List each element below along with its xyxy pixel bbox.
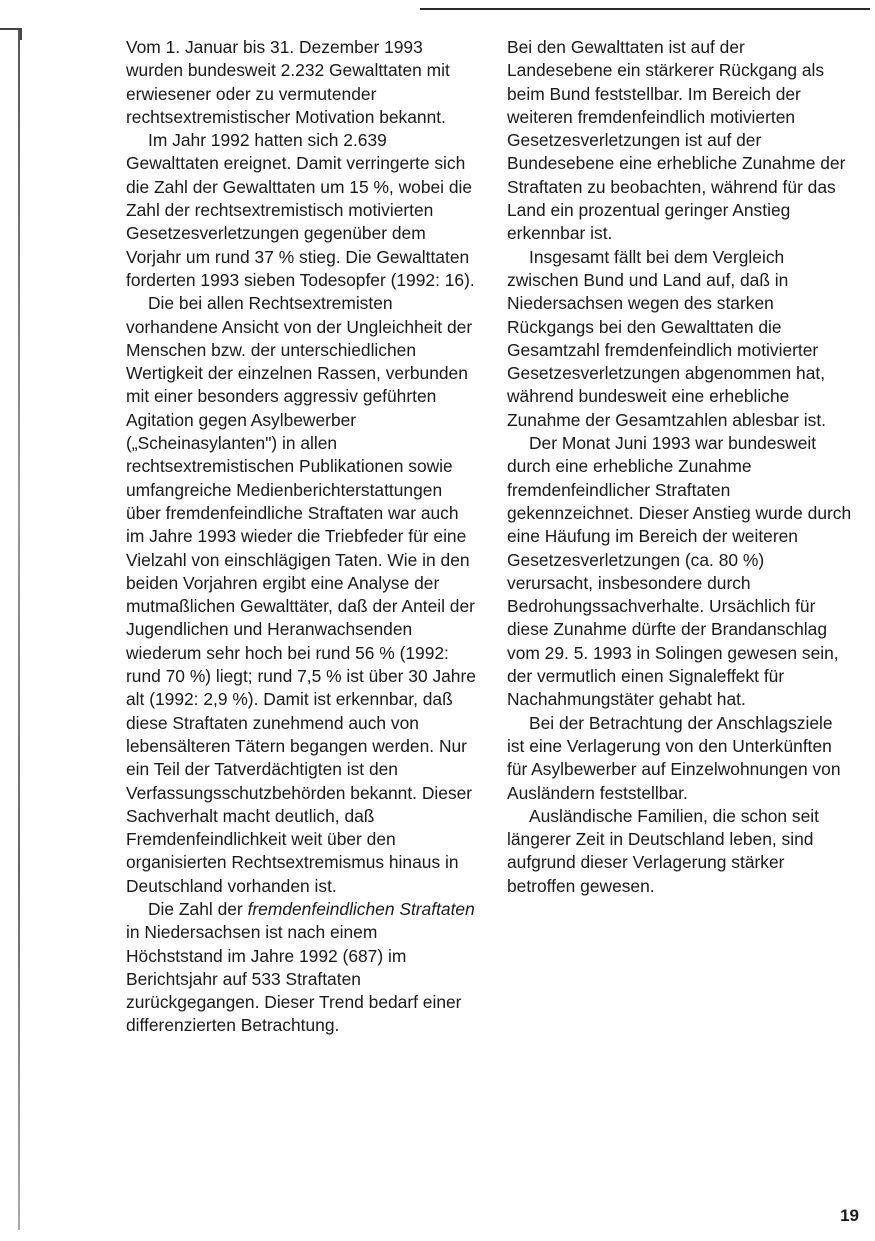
paragraph: Bei der Betrachtung der Anschlagsziele ist eine Verlagerung von den Unterkünften für Asylbewerber auf Einzelwohnungen von Ausländern feststellbar. [507, 712, 841, 803]
emphasized-term: fremdenfeindlichen Straftaten [247, 898, 475, 919]
page-number: 19 [840, 1206, 859, 1225]
paragraph: Vom 1. Januar bis 31. Dezember 1993 wurden bundesweit 2.232 Gewalttaten mit erwiesener oder zu vermutender rechtsextremistischer Motivation bekannt. [126, 37, 450, 127]
paragraph: Im Jahr 1992 hatten sich 2.639 Gewalttaten ereignet. Damit verringerte sich die Zahl der Gewalttaten um 15 %, wobei die Zahl der rechtsextremistisch motivierten Gesetzesverletzungen gegenüber dem Vorjahr um rund 37 % stieg. Die Gewalttaten forderten 1993 sieben Todesopfer (1992: 16). [126, 130, 475, 290]
binding-edge [18, 30, 20, 1230]
paragraph [126, 898, 476, 1038]
top-rule [420, 8, 870, 10]
paragraph: Bei den Gewalttaten ist auf der Landesebene ein stärkerer Rückgang als beim Bund feststellbar. Im Bereich der weiteren fremdenfeindlich motivierten Gesetzesverletzungen ist auf der Bundesebene eine erhebliche Zunahme der Straftaten zu beobachten, während für das Land ein prozentual geringer Anstieg erkennbar ist. [507, 37, 846, 244]
left-column [126, 36, 476, 1038]
paragraph-text: Die Zahl der [148, 898, 248, 919]
paragraph: Die bei allen Rechtsextremisten vorhandene Ansicht von der Ungleichheit der Menschen bzw. der unterschiedlichen Wertigkeit der einzelnen Rassen, verbunden mit einer besonders aggressiv geführten Agitation gegen Asylbewerber („Scheinasylanten") in allen rechtsextremistischen Publikationen sowie umfangreiche Medienberichterstattungen über fremdenfeindliche Straftaten war auch im Jahre 1993 wieder die Triebfeder für eine Vielzahl von einschlägigen Taten. Wie in den beiden Vorjahren ergibt eine Analyse der mutmaßlichen Gewalttäter, daß der Anteil der Jugendlichen und Heranwachsenden wiederum sehr hoch bei rund 56 % (1992: rund 70 %) liegt; rund 7,5 % ist über 30 Jahre alt (1992: 2,9 %). Damit ist erkennbar, daß diese Straftaten zunehmend auch von lebensälteren Tätern begangen werden. Nur ein Teil der Tatverdächtigten ist den Verfassungsschutzbehörden bekannt. Dieser Sachverhalt macht deutlich, daß Fremdenfeindlichkeit weit über den organisierten Rechtsextremismus hinaus in Deutschland vorhanden ist. [126, 293, 476, 896]
paragraph: Ausländische Familien, die schon seit längerer Zeit in Deutschland leben, sind aufgrund dieser Verlagerung stärker betroffen gewesen. [507, 805, 819, 896]
paragraph-text: in Niedersachsen ist nach einem Höchststand im Jahre 1992 (687) im Berichtsjahr auf 533 Straftaten zurückgegangen. Dieser Trend bedarf einer differenzierten Betrachtung. [126, 922, 462, 1036]
paragraph: Insgesamt fällt bei dem Vergleich zwischen Bund und Land auf, daß in Niedersachsen wegen des starken Rückgangs bei den Gewalttaten die Gesamtzahl fremdenfeindlich motivierter Gesetzesverletzungen abgenommen hat, während bundesweit eine erhebliche Zunahme der Gesamtzahlen ablesbar ist. [507, 246, 826, 430]
paragraph: Der Monat Juni 1993 war bundesweit durch eine erhebliche Zunahme fremdenfeindlicher Straftaten gekennzeichnet. Dieser Anstieg wurde durch eine Häufung im Bereich der weiteren Gesetzesverletzungen (ca. 80 %) verursacht, insbesondere durch Bedrohungssachverhalte. Ursächlich für diese Zunahme dürfte der Brandanschlag vom 29. 5. 1993 in Solingen gewesen sein, der vermutlich einen Signaleffekt für Nachahmungstäter gehabt hat. [507, 433, 852, 710]
right-column [507, 36, 852, 898]
